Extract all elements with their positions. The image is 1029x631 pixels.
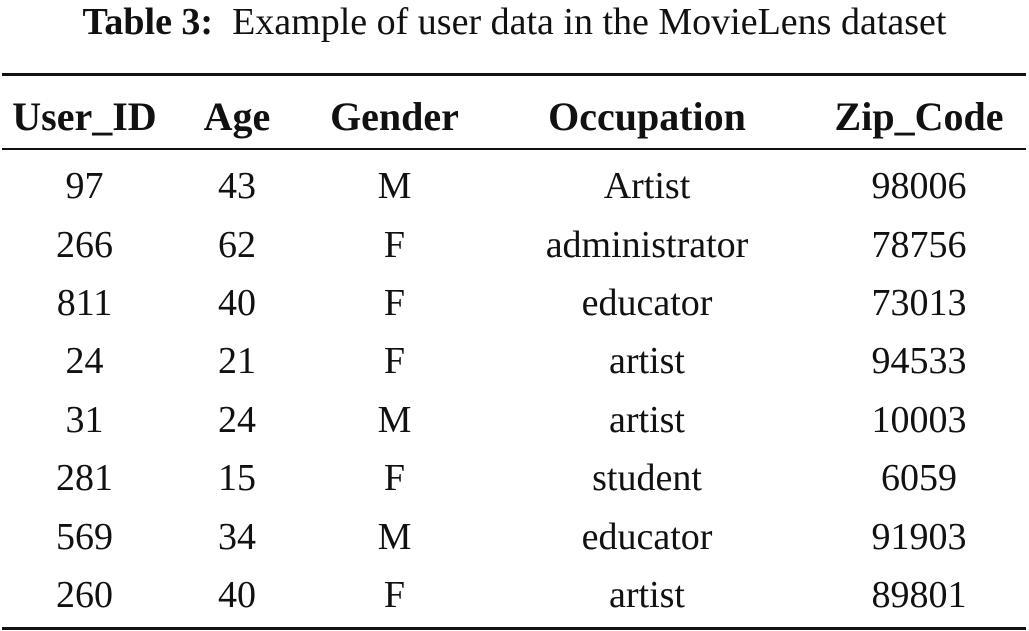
table-row xyxy=(2,507,1026,565)
bottom-rule xyxy=(2,627,1026,630)
cell-zip-code: 98006 xyxy=(871,165,967,208)
table-row xyxy=(2,566,1026,624)
table-row xyxy=(2,332,1026,390)
cell-user-id: 31 xyxy=(65,398,104,441)
cell-occupation: artist xyxy=(609,340,685,383)
cell-occupation: educator xyxy=(581,515,713,558)
cell-user-id: 266 xyxy=(56,223,113,266)
column-header-age: Age xyxy=(203,94,271,139)
cell-gender: F xyxy=(383,573,406,616)
caption-text: Example of user data in the MovieLens dataset xyxy=(232,1,947,43)
header-row xyxy=(2,77,1026,157)
cell-zip-code: 10003 xyxy=(871,398,967,441)
table-row xyxy=(2,157,1026,215)
cell-age: 40 xyxy=(218,573,256,616)
table-body xyxy=(2,157,1026,624)
cell-user-id: 97 xyxy=(65,165,104,208)
cell-age: 62 xyxy=(218,223,256,266)
column-header-user-id: User_ID xyxy=(12,94,157,139)
cell-gender: M xyxy=(377,165,412,208)
cell-zip-code: 78756 xyxy=(871,223,967,266)
cell-age: 24 xyxy=(218,398,256,441)
cell-user-id: 24 xyxy=(65,340,104,383)
cell-age: 34 xyxy=(218,515,256,558)
table-row xyxy=(2,274,1026,332)
cell-zip-code: 73013 xyxy=(871,281,967,324)
column-header-zip-code: Zip_Code xyxy=(834,94,1004,139)
cell-gender: F xyxy=(383,340,406,383)
cell-user-id: 569 xyxy=(56,515,113,558)
user-data-table xyxy=(2,77,1026,624)
cell-gender: F xyxy=(383,457,406,500)
cell-user-id: 811 xyxy=(56,281,113,324)
cell-user-id: 281 xyxy=(56,457,113,500)
cell-zip-code: 6059 xyxy=(881,457,957,500)
cell-zip-code: 94533 xyxy=(871,340,967,383)
cell-age: 43 xyxy=(218,165,256,208)
cell-occupation: artist xyxy=(609,573,685,616)
column-header-occupation: Occupation xyxy=(548,94,746,139)
cell-occupation: educator xyxy=(581,281,713,324)
top-rule xyxy=(2,73,1026,76)
cell-gender: M xyxy=(377,515,412,558)
table-row xyxy=(2,215,1026,273)
cell-occupation: student xyxy=(592,457,702,500)
cell-zip-code: 91903 xyxy=(871,515,967,558)
cell-user-id: 260 xyxy=(56,573,113,616)
table-caption xyxy=(0,0,1029,44)
cell-gender: F xyxy=(383,223,406,266)
caption-label: Table 3: xyxy=(82,1,214,43)
table-row xyxy=(2,449,1026,507)
cell-age: 40 xyxy=(218,281,256,324)
column-header-gender: Gender xyxy=(330,94,459,139)
cell-age: 21 xyxy=(218,340,256,383)
cell-age: 15 xyxy=(218,457,256,500)
cell-gender: M xyxy=(377,398,412,441)
cell-occupation: administrator xyxy=(545,223,749,266)
cell-occupation: artist xyxy=(609,398,685,441)
table-row xyxy=(2,391,1026,449)
cell-occupation: Artist xyxy=(603,165,691,208)
cell-gender: F xyxy=(383,281,406,324)
cell-zip-code: 89801 xyxy=(871,573,967,616)
